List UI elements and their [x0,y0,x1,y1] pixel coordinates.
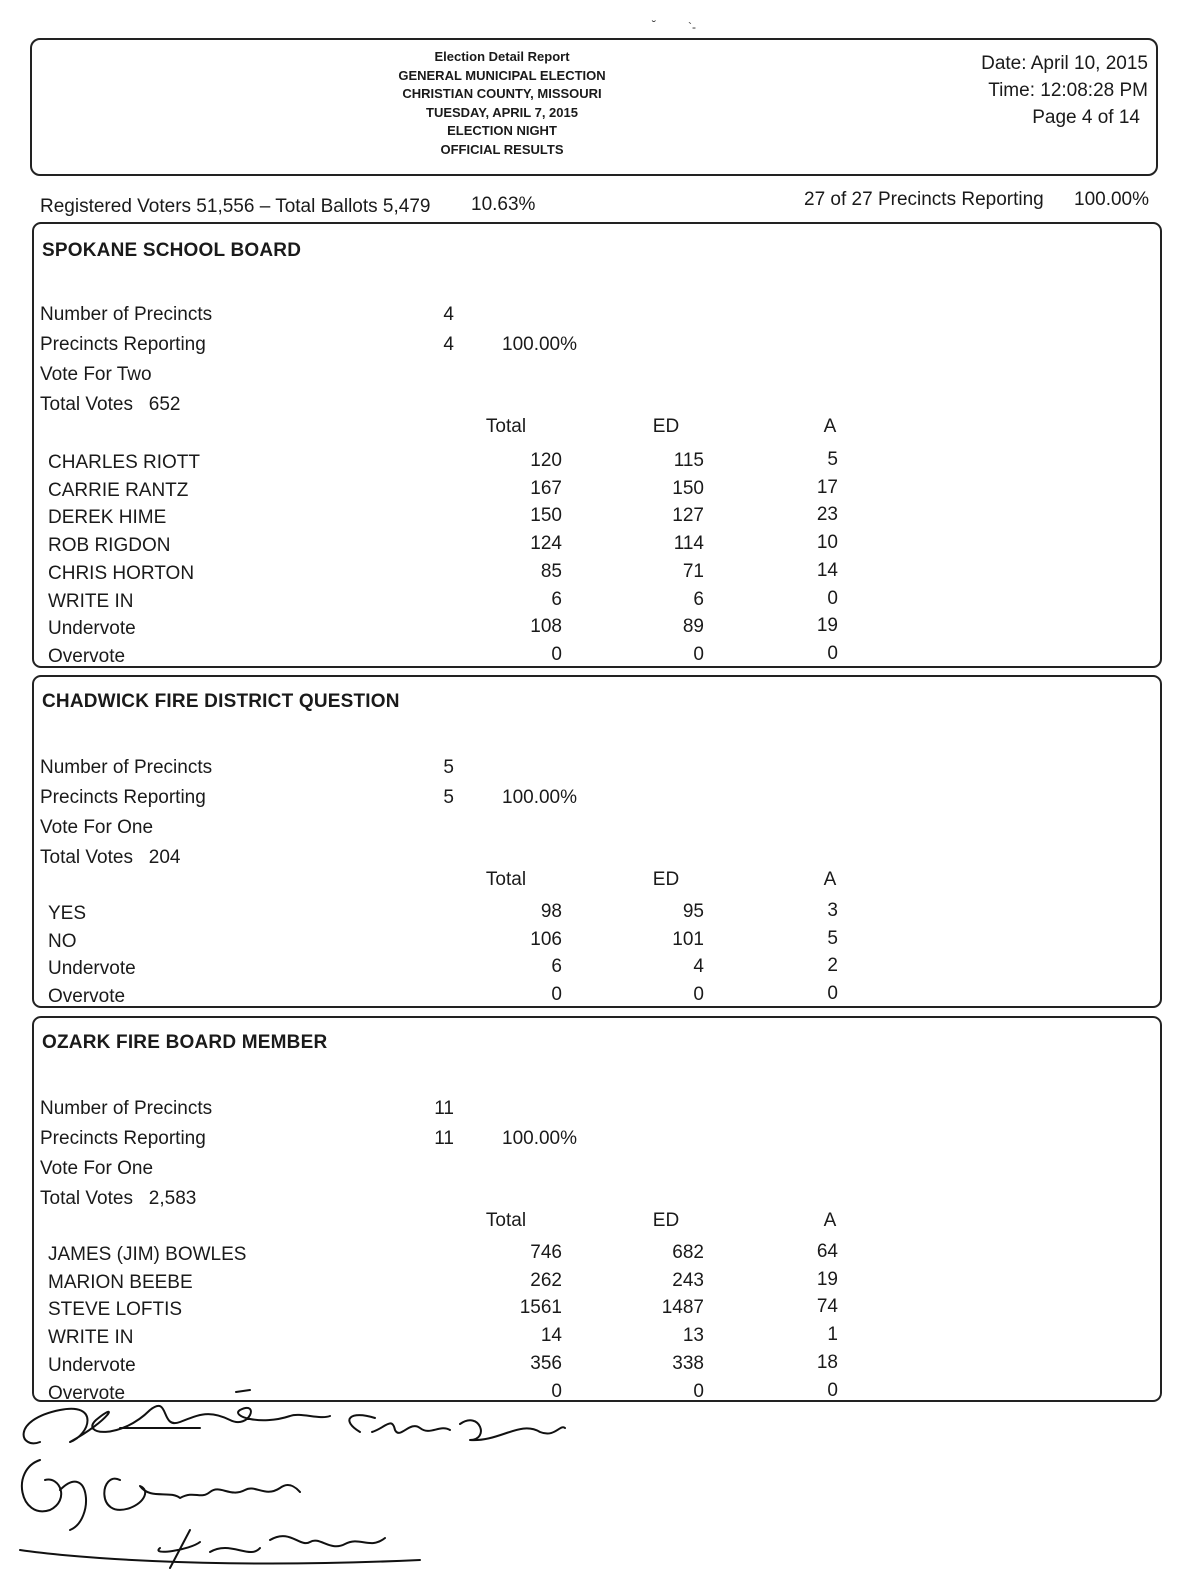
official-signatures [0,1380,600,1572]
column-header-ed: ED [652,1210,680,1231]
election-date: TUESDAY, APRIL 7, 2015 [426,104,578,120]
ed-votes-cell: 114 [673,533,704,555]
ed-votes-cell: 150 [672,477,704,499]
contest-title: OZARK FIRE BOARD MEMBER [42,1032,328,1053]
absentee-votes-cell: 18 [816,1351,838,1373]
column-header-a: A [823,416,837,437]
number-of-precincts-label: Number of Precincts [40,304,213,325]
candidate-name: DEREK HIME [48,507,167,529]
column-header-a: A [823,869,837,890]
absentee-votes-cell: 3 [827,900,838,921]
total-votes-cell: 0 [551,1380,562,1402]
absentee-votes-cell: 0 [827,642,838,664]
report-header [30,38,1158,176]
ed-votes-cell: 13 [682,1325,704,1347]
absentee-votes-cell: 10 [816,532,838,554]
candidate-name: MARION BEEBE [48,1271,193,1293]
total-votes-cell: 1561 [519,1297,562,1319]
total-votes-cell: 108 [530,616,562,638]
total-votes-cell: 106 [530,928,562,950]
candidate-name: Undervote [48,958,136,980]
absentee-votes-cell: 19 [816,1268,838,1290]
ed-votes-cell: 338 [672,1352,704,1374]
candidate-name: JAMES (JIM) BOWLES [48,1244,247,1265]
ed-votes-cell: 0 [693,1380,704,1402]
number-of-precincts-value: 5 [443,757,454,778]
report-title: Election Detail Report [434,49,570,64]
total-votes-cell: 124 [530,533,562,555]
precincts-reporting-label: Precincts Reporting [40,787,206,808]
precincts-reporting-label: Precincts Reporting [40,334,206,355]
precincts-reporting-value: 11 [434,1128,454,1149]
total-votes-cell: 356 [530,1352,562,1374]
contest-section [32,222,1162,668]
ed-votes-cell: 0 [693,984,704,1006]
candidate-name: Overvote [48,645,126,667]
report-type: ELECTION NIGHT [447,123,557,138]
candidate-name: ROB RIGDON [48,535,171,557]
precincts-reporting-percent: 100.00% [502,334,578,355]
total-votes-cell: 85 [540,560,562,582]
precincts-reporting-value: 4 [443,334,454,355]
report-title-block [332,48,672,159]
column-header-total: Total [485,1210,527,1231]
column-header-ed: ED [652,416,680,437]
candidate-name: Overvote [48,986,126,1008]
absentee-votes-cell: 0 [827,983,838,1005]
ed-votes-cell: 6 [693,588,704,610]
precincts-reporting-summary: 27 of 27 Precincts Reporting [804,189,1044,210]
total-votes-cell: 120 [530,450,562,471]
candidate-name: CARRIE RANTZ [48,479,189,501]
vote-for: Vote For Two [40,364,152,385]
number-of-precincts-value: 4 [443,304,454,325]
vote-for: Vote For One [40,1158,154,1179]
absentee-votes-cell: 19 [816,615,838,637]
total-votes-cell: 98 [540,901,562,922]
total-votes-cell: 746 [530,1242,562,1263]
precincts-reporting-percent: 100.00% [1074,189,1150,210]
candidate-name: CHARLES RIOTT [48,452,201,473]
ed-votes-cell: 71 [682,560,704,582]
report-time: Time: 12:08:28 PM [988,80,1148,101]
absentee-votes-cell: 2 [827,955,838,977]
absentee-votes-cell: 5 [827,927,838,949]
page-number: Page 4 of 14 [1032,107,1140,128]
ed-votes-cell: 682 [672,1242,704,1263]
results-status: OFFICIAL RESULTS [440,141,564,157]
column-header-ed: ED [652,869,680,890]
absentee-votes-cell: 0 [827,587,838,609]
number-of-precincts-value: 11 [434,1098,454,1119]
absentee-votes-cell: 74 [816,1296,838,1318]
number-of-precincts-label: Number of Precincts [40,1098,213,1119]
ed-votes-cell: 89 [682,616,704,638]
vote-for: Vote For One [40,817,154,838]
ed-votes-cell: 4 [693,956,704,978]
candidate-name: Overvote [48,1382,126,1404]
absentee-votes-cell: 14 [816,559,838,581]
total-votes-cell: 262 [530,1269,562,1291]
candidate-name: STEVE LOFTIS [48,1299,183,1321]
total-votes-cell: 0 [551,984,562,1006]
ed-votes-cell: 127 [672,505,704,527]
total-votes-cell: 150 [530,505,562,527]
total-votes-cell: 167 [530,477,562,499]
ed-votes-cell: 101 [672,928,704,950]
scan-mark: ˘ [652,18,656,32]
contest-section [32,675,1162,1008]
column-header-a: A [823,1210,837,1231]
contest-section [32,1016,1162,1402]
candidate-name: Undervote [48,618,136,640]
scan-mark: `- [688,20,696,34]
total-votes-cell: 0 [551,643,562,665]
precincts-reporting-label: Precincts Reporting [40,1128,206,1149]
total-votes-cell: 6 [551,588,562,610]
contest-title: SPOKANE SCHOOL BOARD [42,240,302,261]
precincts-reporting-percent: 100.00% [502,1128,578,1149]
absentee-votes-cell: 23 [816,504,838,526]
turnout-percent: 10.63% [471,194,536,215]
report-date: Date: April 10, 2015 [981,53,1148,74]
report-meta [981,50,1148,131]
ed-votes-cell: 115 [673,450,704,471]
election-name: GENERAL MUNICIPAL ELECTION [398,67,606,83]
candidate-name: CHRIS HORTON [48,562,195,584]
absentee-votes-cell: 17 [816,476,838,498]
candidate-name: YES [48,903,87,924]
total-votes: Total Votes 204 [40,847,181,868]
column-header-total: Total [485,869,527,890]
absentee-votes-cell: 5 [827,449,838,470]
candidate-name: NO [48,930,77,952]
number-of-precincts-label: Number of Precincts [40,757,213,778]
ed-votes-cell: 243 [672,1269,704,1291]
registered-voters: Registered Voters 51,556 – Total Ballots 5,479 [40,196,431,217]
absentee-votes-cell: 0 [827,1379,838,1401]
ed-votes-cell: 95 [682,901,704,922]
ed-votes-cell: 1487 [661,1297,704,1319]
county-name: CHRISTIAN COUNTY, MISSOURI [402,86,602,101]
candidate-name: WRITE IN [48,590,134,612]
total-votes: Total Votes 652 [40,394,181,415]
total-votes-cell: 14 [540,1325,562,1347]
total-votes: Total Votes 2,583 [40,1188,197,1209]
ed-votes-cell: 0 [693,643,704,665]
precincts-reporting-value: 5 [443,787,454,808]
candidate-name: WRITE IN [48,1327,134,1349]
absentee-votes-cell: 64 [816,1241,838,1262]
precincts-reporting-percent: 100.00% [502,787,578,808]
total-votes-cell: 6 [551,956,562,978]
contest-title: CHADWICK FIRE DISTRICT QUESTION [42,691,400,712]
candidate-name: Undervote [48,1354,136,1376]
column-header-total: Total [485,416,527,437]
absentee-votes-cell: 1 [827,1324,838,1346]
